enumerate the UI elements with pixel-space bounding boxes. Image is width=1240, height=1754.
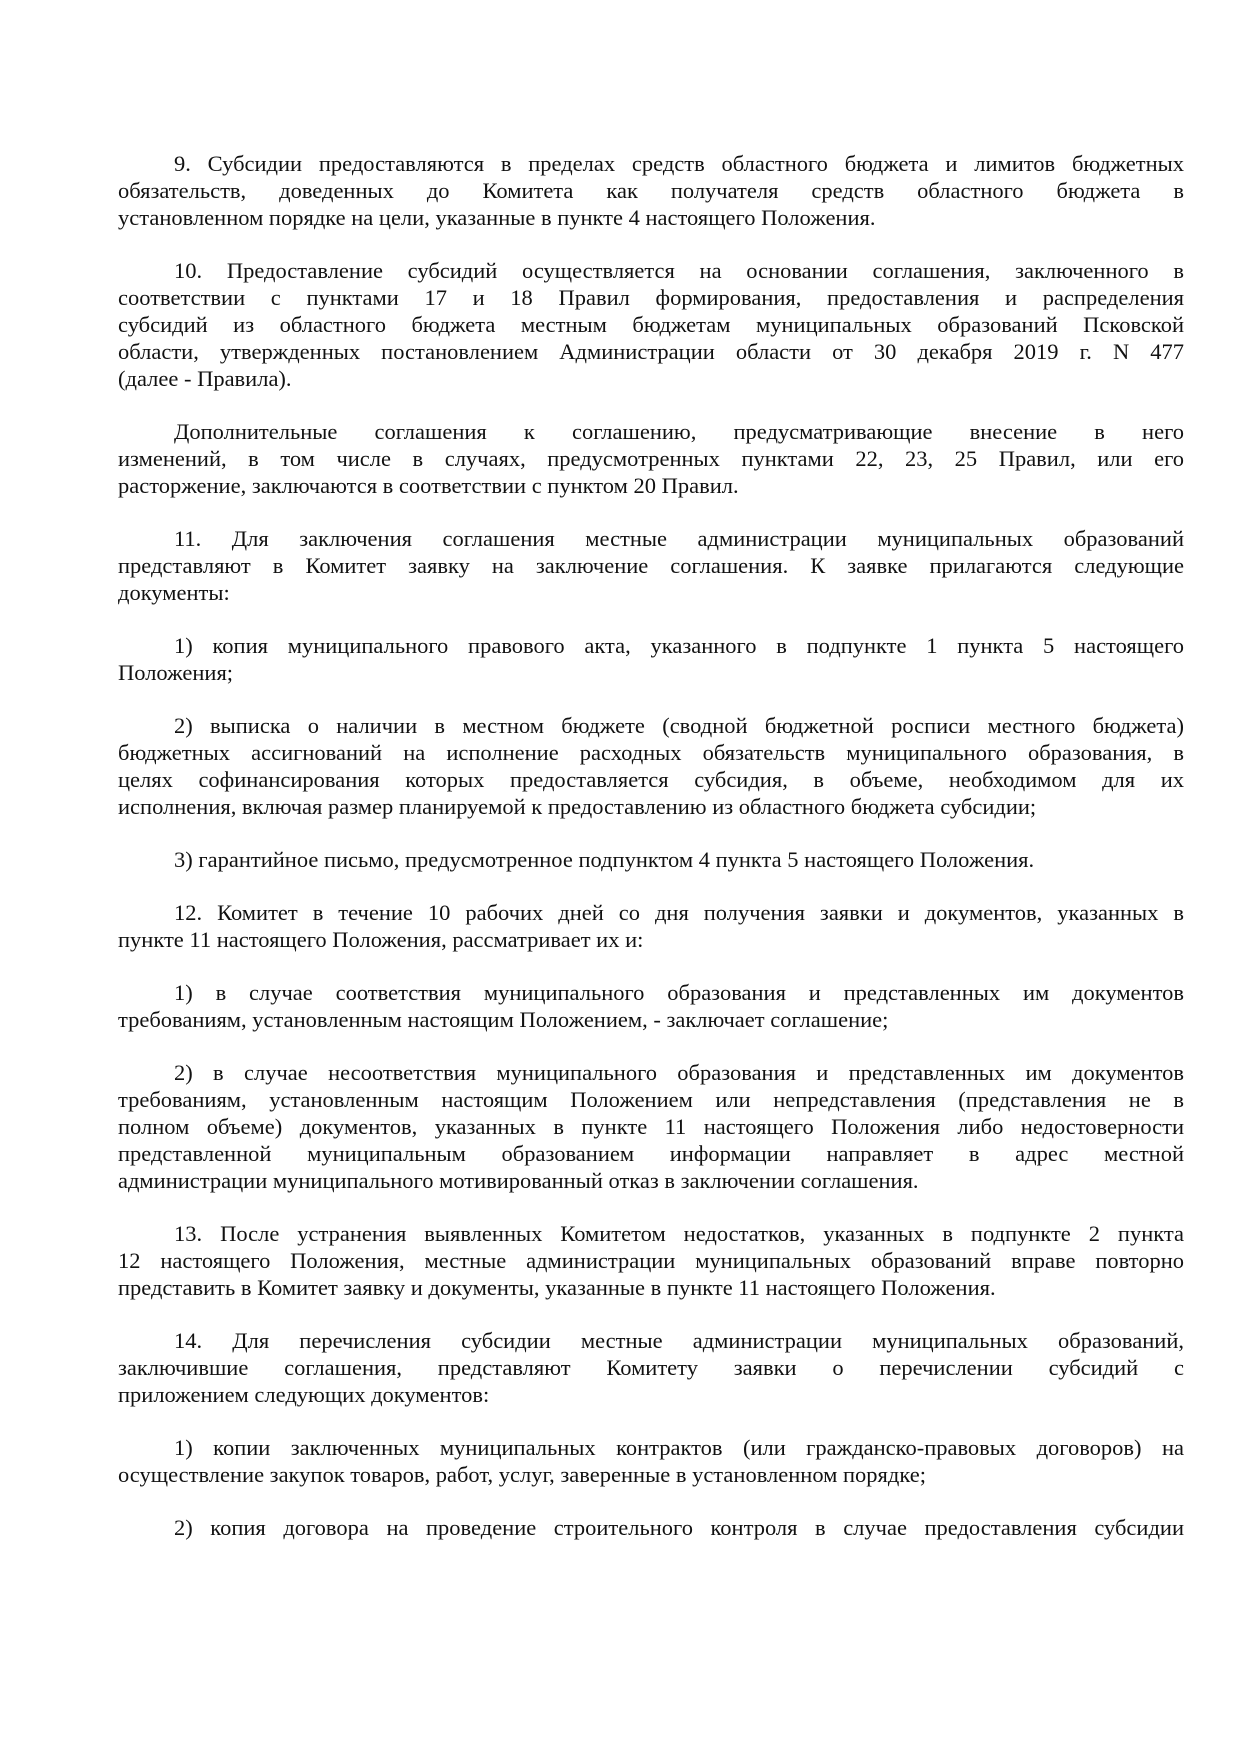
paragraph: [118, 1434, 1184, 1488]
paragraph: [118, 150, 1184, 231]
paragraph: [118, 632, 1184, 686]
text-line: обязательств, доведенных до Комитета как получателя средств областного бюджета в: [118, 178, 1184, 203]
text-line: документы:: [118, 580, 230, 605]
text-line: субсидий из областного бюджета местным бюджетам муниципальных образований Псковской: [118, 312, 1184, 337]
text-line: бюджетных ассигнований на исполнение расходных обязательств муниципального образования, в: [118, 740, 1184, 765]
paragraph: [118, 846, 1184, 873]
text-line: 2) в случае несоответствия муниципального образования и представленных им документов: [174, 1060, 1184, 1085]
text-line: представить в Комитет заявку и документы, указанные в пункте 11 настоящего Положения.: [118, 1275, 996, 1300]
paragraph: [118, 979, 1184, 1033]
text-line: 1) копии заключенных муниципальных контрактов (или гражданско-правовых договоров) на: [174, 1435, 1184, 1460]
text-line: осуществление закупок товаров, работ, услуг, заверенные в установленном порядке;: [118, 1462, 926, 1487]
text-line: области, утвержденных постановлением Администрации области от 30 декабря 2019 г. N 477: [118, 339, 1184, 364]
text-line: представляют в Комитет заявку на заключение соглашения. К заявке прилагаются следующие: [118, 553, 1184, 578]
paragraph: [118, 712, 1184, 820]
text-line: представленной муниципальным образованием информации направляет в адрес местной: [118, 1141, 1184, 1166]
text-line: соответствии с пунктами 17 и 18 Правил формирования, предоставления и распределения: [118, 285, 1184, 310]
paragraph: [118, 1327, 1184, 1408]
text-line: Дополнительные соглашения к соглашению, предусматривающие внесение в него: [174, 419, 1184, 444]
text-line: приложением следующих документов:: [118, 1382, 490, 1407]
text-line: полном объеме) документов, указанных в пункте 11 настоящего Положения либо недостоверности: [118, 1114, 1184, 1139]
paragraph: [118, 257, 1184, 392]
text-line: 12 настоящего Положения, местные администрации муниципальных образований вправе повторно: [118, 1248, 1184, 1273]
text-line: администрации муниципального мотивированный отказ в заключении соглашения.: [118, 1168, 919, 1193]
text-line: 13. После устранения выявленных Комитетом недостатков, указанных в подпункте 2 пункта: [174, 1221, 1184, 1246]
text-line: пункте 11 настоящего Положения, рассматривает их и:: [118, 927, 644, 952]
text-line: требованиям, установленным настоящим Положением или непредставления (представления не в: [118, 1087, 1184, 1112]
paragraph: [118, 899, 1184, 953]
text-line: 1) копия муниципального правового акта, указанного в подпункте 1 пункта 5 настоящего: [174, 633, 1184, 658]
text-line: (далее - Правила).: [118, 366, 292, 391]
paragraph: [118, 1220, 1184, 1301]
text-line: 2) выписка о наличии в местном бюджете (сводной бюджетной росписи местного бюджета): [174, 713, 1184, 738]
text-line: 11. Для заключения соглашения местные администрации муниципальных образований: [174, 526, 1184, 551]
paragraph: [118, 525, 1184, 606]
paragraph: [118, 418, 1184, 499]
text-line: установленном порядке на цели, указанные в пункте 4 настоящего Положения.: [118, 205, 876, 230]
text-line: требованиям, установленным настоящим Положением, - заключает соглашение;: [118, 1007, 889, 1032]
text-line: Положения;: [118, 660, 234, 685]
text-line: 3) гарантийное письмо, предусмотренное подпунктом 4 пункта 5 настоящего Положения.: [174, 847, 1035, 872]
paragraph: [118, 1514, 1184, 1541]
text-line: целях софинансирования которых предоставляется субсидия, в объеме, необходимом для их: [118, 767, 1184, 792]
text-line: 14. Для перечисления субсидии местные администрации муниципальных образований,: [174, 1328, 1184, 1353]
text-line: исполнения, включая размер планируемой к предоставлению из областного бюджета субсидии;: [118, 794, 1037, 819]
text-line: 12. Комитет в течение 10 рабочих дней со дня получения заявки и документов, указанных в: [174, 900, 1184, 925]
text-line: 10. Предоставление субсидий осуществляется на основании соглашения, заключенного в: [174, 258, 1184, 283]
text-line: 9. Субсидии предоставляются в пределах средств областного бюджета и лимитов бюджетных: [174, 151, 1184, 176]
text-line: 2) копия договора на проведение строительного контроля в случае предоставления субсидии: [174, 1515, 1184, 1540]
text-line: 1) в случае соответствия муниципального образования и представленных им документов: [174, 980, 1184, 1005]
paragraph: [118, 1059, 1184, 1194]
text-line: заключившие соглашения, представляют Комитету заявки о перечислении субсидий с: [118, 1355, 1184, 1380]
text-line: расторжение, заключаются в соответствии с пунктом 20 Правил.: [118, 473, 739, 498]
document-page: [118, 150, 1184, 1567]
text-line: изменений, в том числе в случаях, предусмотренных пунктами 22, 23, 25 Правил, или его: [118, 446, 1184, 471]
